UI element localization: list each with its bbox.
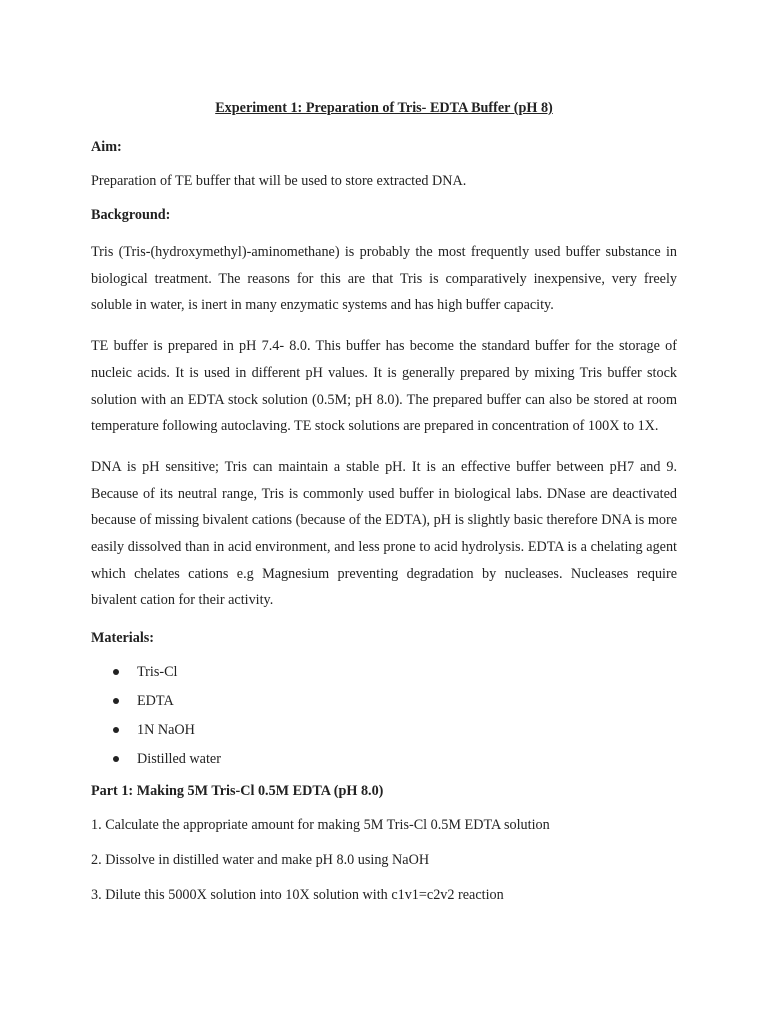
aim-text: Preparation of TE buffer that will be used to store extracted DNA. (91, 173, 467, 189)
part1-heading: Part 1: Making 5M Tris-Cl 0.5M EDTA (pH 8.0) (91, 783, 384, 800)
materials-list-item (91, 691, 677, 711)
materials-list-item (91, 662, 677, 682)
document-page (91, 98, 677, 920)
bullet-icon (113, 756, 119, 762)
document-title: Experiment 1: Preparation of Tris- EDTA Buffer (pH 8) (215, 100, 553, 116)
materials-heading: Materials: (91, 630, 155, 647)
materials-item-label: Distilled water (137, 751, 221, 768)
materials-list (91, 662, 677, 769)
background-paragraph: Tris (Tris-(hydroxymethyl)-aminomethane) is probably the most frequently used buffer substance in biological treatment. The reasons for this are that Tris is comparatively inexpensive, very freely soluble in water, is inert in many enzymatic systems and has high buffer capacity. (91, 244, 677, 314)
materials-item-label: EDTA (137, 693, 174, 710)
bullet-icon (113, 669, 119, 675)
part1-step: 3. Dilute this 5000X solution into 10X solution with c1v1=c2v2 reaction (91, 887, 504, 904)
materials-list-item (91, 720, 677, 740)
materials-item-label: 1N NaOH (137, 722, 195, 739)
bullet-icon (113, 727, 119, 733)
background-heading: Background: (91, 207, 171, 223)
materials-item-label: Tris-Cl (137, 664, 178, 681)
bullet-icon (113, 698, 119, 704)
materials-list-item (91, 749, 677, 769)
aim-heading: Aim: (91, 139, 122, 155)
background-paragraph: TE buffer is prepared in pH 7.4- 8.0. This buffer has become the standard buffer for the storage of nucleic acids. It is used in different pH values. It is generally prepared by mixing Tris buffer stock solution with an EDTA stock solution (0.5M; pH 8.0). The prepared buffer can also be stored at room temperature following autoclaving. TE stock solutions are prepared in concentration of 100X to 1X. (91, 338, 677, 435)
part1-step: 1. Calculate the appropriate amount for making 5M Tris-Cl 0.5M EDTA solution (91, 817, 550, 834)
background-paragraph: DNA is pH sensitive; Tris can maintain a stable pH. It is an effective buffer between pH7 and 9. Because of its neutral range, Tris is commonly used buffer in biological labs. DNase are deactivated because of missing bivalent cations (because of the EDTA), pH is slightly basic therefore DNA is more easily dissolved than in acid environment, and less prone to acid hydrolysis. EDTA is a chelating agent which chelates cations e.g Magnesium preventing degradation by nucleases. Nucleases require bivalent cation for their activity. (91, 458, 677, 609)
part1-step: 2. Dissolve in distilled water and make pH 8.0 using NaOH (91, 852, 430, 869)
